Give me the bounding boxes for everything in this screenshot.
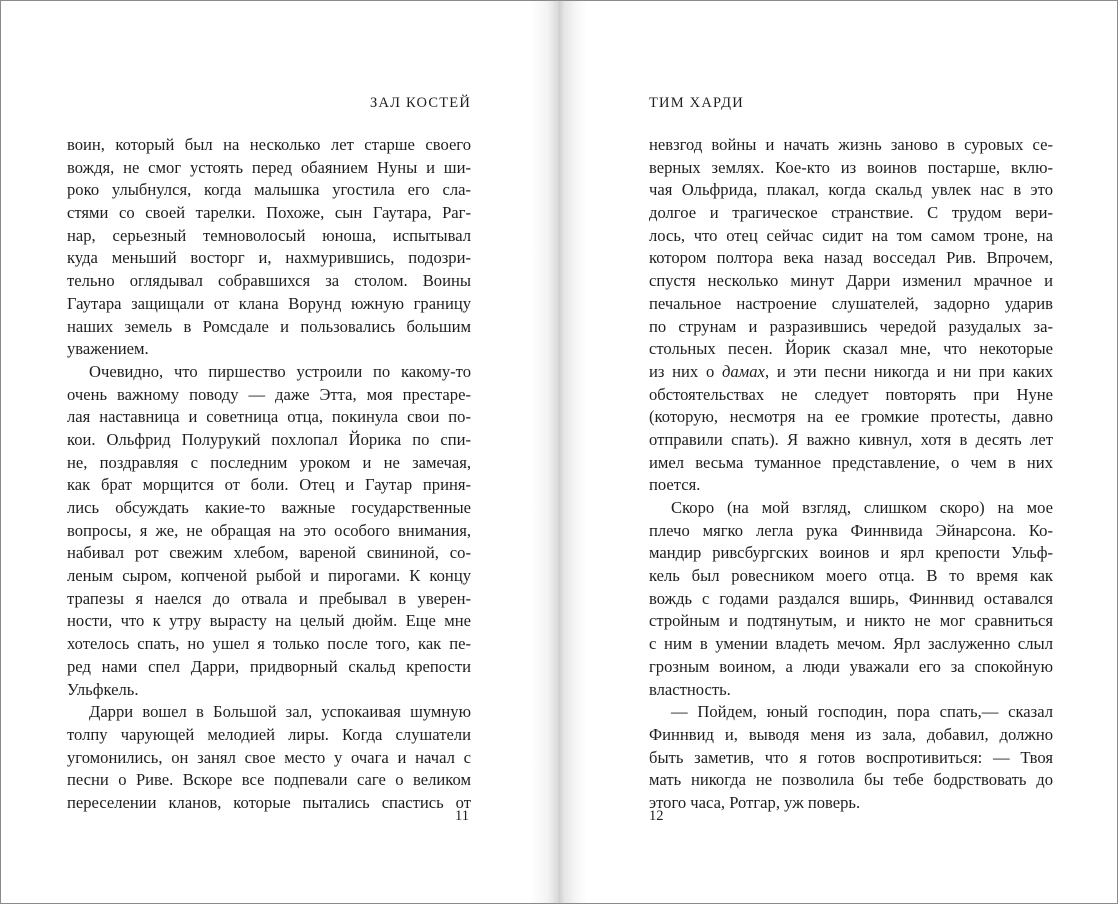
text-line: отправили спать). Я важно кивнул, хотя в десять лет (649, 429, 1053, 449)
text-line: Финнвид и, выводя меня из зала, добавил, должно (649, 724, 1053, 744)
running-head-right: ТИМ ХАРДИ (649, 95, 744, 111)
text-line: мандир ривсбургских воинов и ярл крепости Ульф- (649, 543, 1053, 563)
text-line: лая наставница и советница отца, покинула свои по- (67, 407, 471, 427)
text-line: леным сыром, копченой рыбой и пирогами. К концу (67, 566, 471, 586)
text-line: воин, который был на несколько лет старше своего (67, 135, 471, 154)
running-head-left: ЗАЛ КОСТЕЙ (369, 95, 471, 111)
text-line: верных землях. Кое-кто из воинов постарше, вклю- (649, 157, 1053, 177)
text-line: Дарри вошел в Большой зал, успокаивая шумную (89, 702, 471, 722)
text-line: переселении кланов, которые пытались спастись от (67, 792, 471, 812)
text-line: (которую, несмотря на ее громкие протесты, давно (649, 407, 1053, 427)
right-page (649, 1, 1053, 903)
text-line: чая Ольфрида, плакал, когда скальд увлек нас в это (649, 180, 1053, 200)
text-line: Гаутара защищали от клана Ворунд южную границу (67, 293, 471, 313)
text-line: Скоро (на мой взгляд, слишком скоро) на мое (671, 498, 1053, 517)
text-line: куда меньший восторг и, нахмурившись, подозри- (67, 248, 471, 268)
text-line: невзгод войны и начать жизнь заново в суровых се- (649, 135, 1053, 154)
text-line: стольных песен. Йорик сказал мне, что некоторые (649, 339, 1053, 359)
text-line: поется. (649, 475, 701, 495)
text-line: тельно оглядывал собравшихся за столом. Воины (67, 271, 471, 291)
text-line: кои. Ольфрид Полурукий похлопал Йорика по спи- (67, 429, 471, 449)
text-line: обстоятельствах не следует повторять при Нуне (649, 384, 1053, 404)
emphasis-text: дамах (721, 361, 765, 381)
book-gutter (531, 1, 587, 903)
text-line: очень важному поводу — даже Этта, моя престаре- (67, 384, 471, 404)
text-line: Очевидно, что пиршество устроили по какому-то (89, 361, 471, 381)
text-line: лись обсуждать какие-то важные государственные (67, 498, 471, 517)
text-line-segment: , и эти песни никогда и ни при каких (764, 361, 1053, 381)
text-line: не, поздравляя с последним уроком и не замечая, (67, 452, 471, 472)
text-line: нар, серьезный темноволосый юноша, испытывал (67, 225, 471, 245)
text-line: кель был ровесником моего отца. В то время как (649, 566, 1053, 586)
text-line: стями со своей тарелки. Похоже, сын Гаутара, Раг- (67, 203, 471, 223)
text-line: как брат морщится от боли. Отец и Гаутар приня- (67, 475, 471, 495)
text-line: вопросы, я же, не обращая на это особого внимания, (67, 520, 471, 540)
text-line: вождь с годами раздался вширь, Финнвид оставался (649, 588, 1053, 608)
text-line: стройным и подтянутым, и никто не мог сравниться (649, 611, 1053, 631)
text-line: лось, что отец сейчас сидит на том самом троне, на (649, 225, 1053, 245)
text-line: спустя несколько минут Дарри изменил мрачное и (649, 271, 1053, 291)
text-line: печальное настроение слушателей, задорно ударив (649, 293, 1053, 313)
text-line: ности, что к утру вырасту на целый дюйм. Еще мне (67, 611, 471, 631)
text-line: уважением. (67, 339, 149, 359)
text-line: котором полтора века назад восседал Рив. Впрочем, (649, 248, 1053, 268)
text-line: трапезы я наелся до отвала и пребывал в уверен- (67, 588, 471, 608)
text-line: долгое и трагическое странствие. С трудом вери- (649, 203, 1053, 223)
text-line: песни о Риве. Вскоре все подпевали саге о великом (67, 770, 471, 790)
text-line: Ульфкель. (67, 679, 139, 699)
right-page-body (649, 134, 1053, 815)
text-line: толпу чарующей мелодией лиры. Когда слушатели (67, 724, 471, 744)
text-line (649, 361, 1053, 384)
text-line: угомонились, он занял свое место у очага и начал с (67, 747, 471, 767)
text-line: роко улыбнулся, когда малышка угостила его сла- (67, 180, 471, 200)
text-line: с ним в умении владеть мечом. Ярл заслуженно слыл (649, 634, 1053, 654)
text-line: хотелось спать, но ушел я только после того, как пе- (67, 634, 471, 654)
text-line: имел весьма туманное представление, о чем в них (649, 452, 1053, 472)
text-line: — Пойдем, юный господин, пора спать,— сказал (671, 702, 1053, 722)
text-line: ред нами спел Дарри, придворный скальд крепости (67, 656, 471, 676)
text-line-segment: из них о (649, 361, 722, 381)
text-line: быть заметив, что я готов воспротивиться: — Твоя (649, 747, 1053, 767)
text-line: набивал рот свежим хлебом, вареной свининой, со- (67, 543, 471, 563)
text-line: этого часа, Ротгар, уж поверь. (649, 792, 861, 812)
page-number-right: 12 (649, 808, 664, 824)
text-line: грозным воином, а люди уважали его за спокойную (649, 656, 1053, 676)
text-line: мать никогда не позволила бы тебе бодрствовать до (649, 770, 1053, 790)
page-number-left: 11 (455, 808, 469, 824)
left-page-body (67, 134, 471, 815)
text-line: плечо мягко легла рука Финнвида Эйнарсона. Ко- (649, 520, 1053, 540)
text-line: вождя, не смог устоять перед обаянием Нуны и ши- (67, 157, 471, 177)
text-line: по струнам и разразившись чередой разудалых за- (649, 316, 1053, 336)
left-page (67, 1, 471, 903)
text-line: властность. (649, 679, 731, 699)
text-line: наших земель в Ромсдале и пользовались большим (67, 316, 471, 336)
